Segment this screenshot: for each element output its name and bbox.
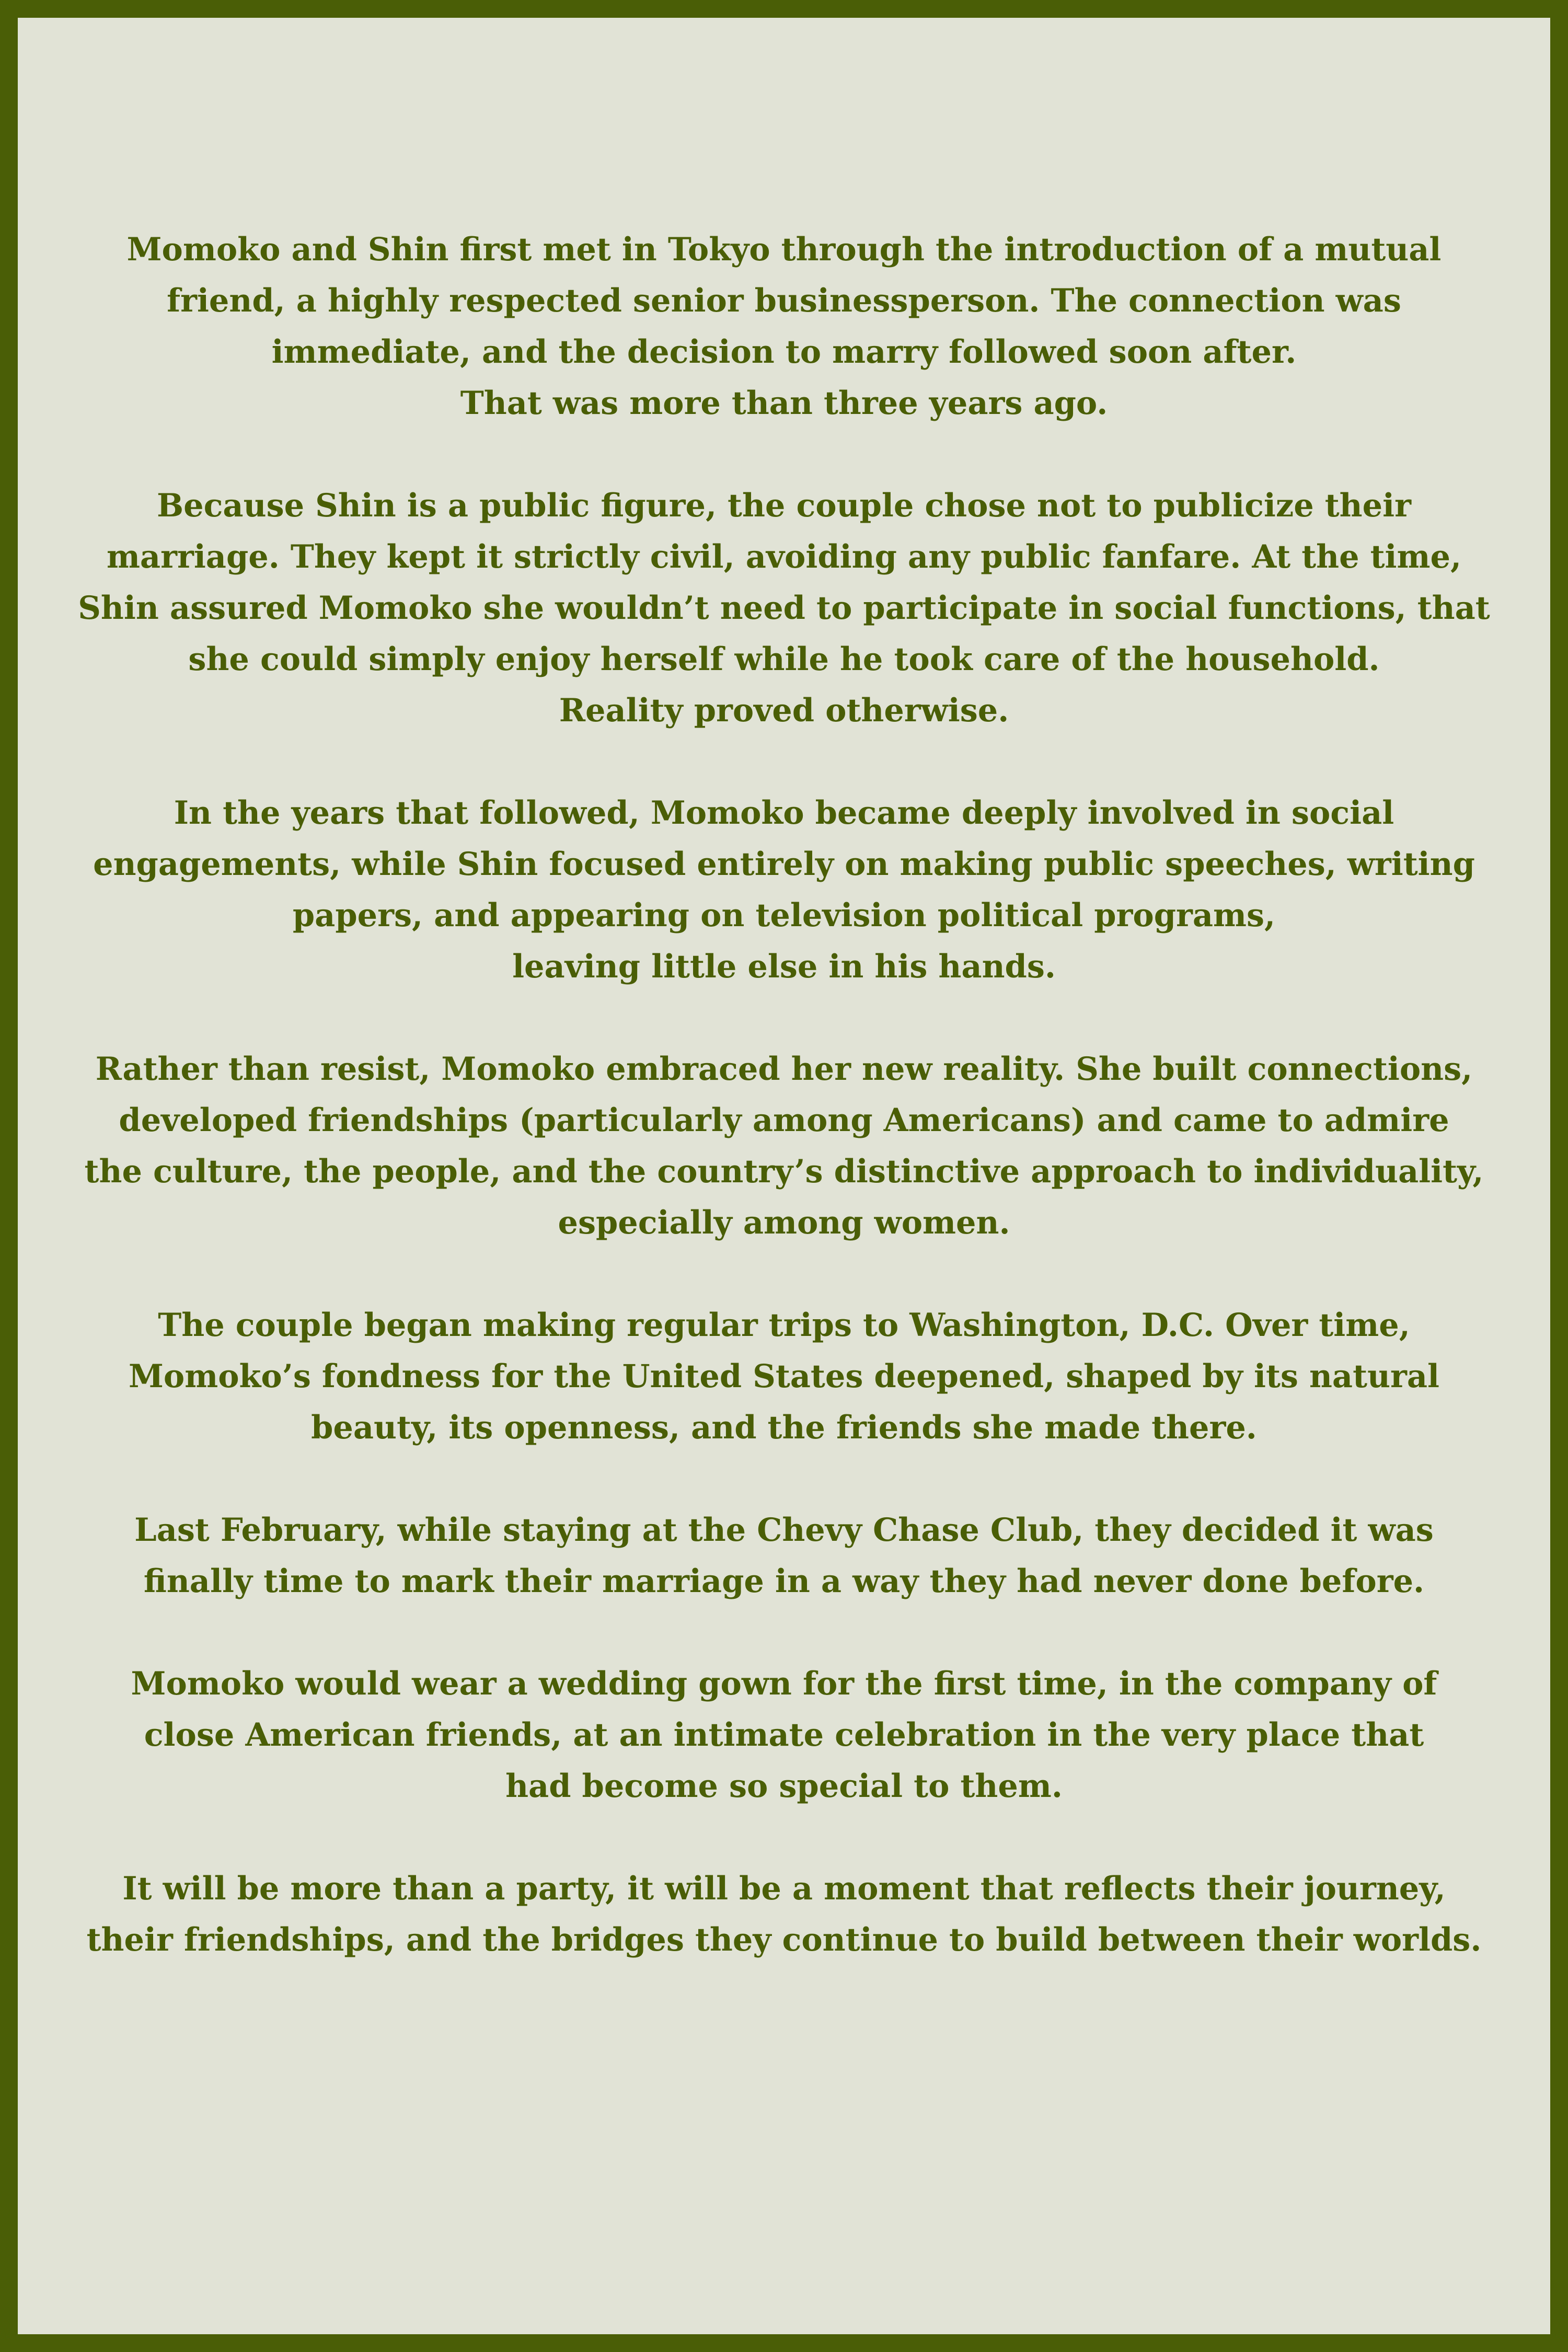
- text-line: Last February, while staying at the Chevy Chase Club, they decided it was: [134, 1512, 1434, 1549]
- text-line: engagements, while Shin focused entirely on making public speeches, writing: [93, 846, 1475, 883]
- text-line: developed friendships (particularly among Americans) and came to admire: [119, 1102, 1449, 1139]
- text-line: Momoko and Shin first met in Tokyo through the introduction of a mutual: [126, 231, 1442, 268]
- text-line: marriage. They kept it strictly civil, avoiding any public fanfare. At the time,: [106, 538, 1462, 575]
- text-line: the culture, the people, and the country’s distinctive approach to individuality,: [84, 1153, 1484, 1190]
- paragraph-closing: [18, 1863, 1550, 1966]
- paragraph-new-reality: [18, 1044, 1550, 1249]
- text-line: Shin assured Momoko she wouldn’t need to participate in social functions, that: [78, 590, 1490, 627]
- text-line: immediate, and the decision to marry followed soon after.: [271, 333, 1297, 371]
- paragraph-chevy-chase: [18, 1505, 1550, 1607]
- text-line: especially among women.: [558, 1204, 1010, 1241]
- text-line: The couple began making regular trips to Washington, D.C. Over time,: [158, 1307, 1410, 1344]
- text-line: close American friends, at an intimate celebration in the very place that: [144, 1716, 1424, 1754]
- text-line: Momoko’s fondness for the United States deepened, shaped by its natural: [128, 1358, 1440, 1395]
- paragraph-social-engagements: [18, 788, 1550, 993]
- paragraph-wedding-gown: [18, 1658, 1550, 1812]
- invitation-card: [18, 18, 1550, 2334]
- text-line: beauty, its openness, and the friends she made there.: [311, 1409, 1257, 1446]
- text-line: Momoko would wear a wedding gown for the first time, in the company of: [131, 1665, 1437, 1702]
- text-line: Rather than resist, Momoko embraced her new reality. She built connections,: [95, 1051, 1473, 1088]
- text-line: Reality proved otherwise.: [559, 692, 1009, 729]
- paragraph-first-meeting: [18, 224, 1550, 429]
- text-line: she could simply enjoy herself while he took care of the household.: [188, 641, 1380, 678]
- text-line: Because Shin is a public figure, the couple chose not to publicize their: [157, 487, 1411, 524]
- text-line: finally time to mark their marriage in a way they had never done before.: [143, 1563, 1425, 1600]
- text-line: their friendships, and the bridges they continue to build between their worlds.: [86, 1921, 1482, 1958]
- text-line: leaving little else in his hands.: [512, 948, 1056, 985]
- text-line: In the years that followed, Momoko became deeply involved in social: [174, 794, 1394, 832]
- text-line: It will be more than a party, it will be a moment that reflects their journey,: [122, 1870, 1446, 1907]
- paragraph-washington-trips: [18, 1300, 1550, 1454]
- text-line: had become so special to them.: [505, 1768, 1063, 1805]
- story-text: [18, 224, 1550, 2017]
- text-line: papers, and appearing on television political programs,: [292, 897, 1276, 934]
- paragraph-civil-marriage: [18, 480, 1550, 736]
- text-line: friend, a highly respected senior businessperson. The connection was: [167, 282, 1401, 319]
- text-line: That was more than three years ago.: [460, 385, 1108, 422]
